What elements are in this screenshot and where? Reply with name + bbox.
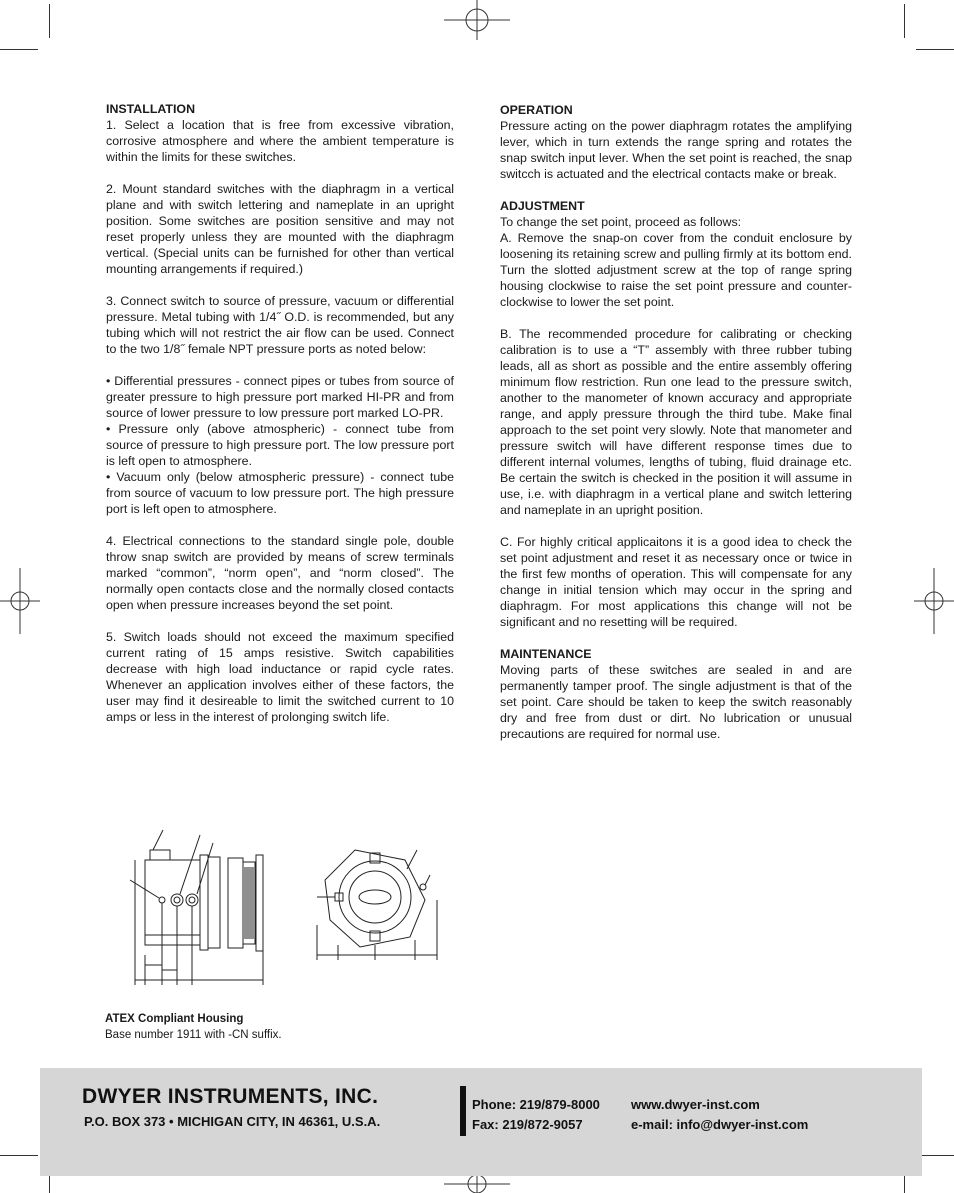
installation-section xyxy=(106,101,454,725)
company-address: P.O. BOX 373 • MICHIGAN CITY, IN 46361, U.S.A. xyxy=(84,1114,381,1129)
installation-step-1: 1. Select a location that is free from excessive vibration, corrosive atmosphere and where the ambient temperature is within the limits for these switches. xyxy=(106,118,454,164)
bullet-vacuum-only: • Vacuum only (below atmospheric pressure) - connect tube from source of vacuum to low pressure port. The high pressure port is left open to atmosphere. xyxy=(106,470,454,516)
caption-text: Base number 1911 with -CN suffix. xyxy=(105,1029,282,1041)
fax-number: Fax: 219/872-9057 xyxy=(472,1117,583,1132)
housing-drawing xyxy=(125,825,455,995)
installation-step-3: 3. Connect switch to source of pressure, vacuum or differential pressure. Metal tubing with 1/4˝ O.D. is recommended, but any tubing which will not restrict the air flow can be used. Connect to the two 1/8˝ female NPT pressure ports as noted below: xyxy=(106,294,454,356)
contact-web xyxy=(631,1095,808,1135)
adjustment-intro: To change the set point, proceed as follows: xyxy=(500,215,742,229)
adjustment-step-b: B. The recommended procedure for calibrating or checking calibration is to use a “T” assembly with three rubber tubing leads, all as short as possible and the entire assembly offering minimum flow restriction. Run one lead to the pressure switch, another to the manometer of known accuracy and appropriate range, and apply pressure through the third tube. Make final approach to the set point very slowly. Note that manometer and pressure switch will have different response times due to different internal volumes, lengths of tubing, fluid drainage etc. Be certain the switch is checked in the position it will assume in use, i.e. with diaphragm in a vertical plane and switch lettering and nameplate in an upright position. xyxy=(500,327,852,517)
bullet-pressure-only: • Pressure only (above atmospheric) - connect tube from source of pressure to high pressure port. The low pressure port is left open to atmosphere. xyxy=(106,422,454,468)
installation-step-5: 5. Switch loads should not exceed the maximum specified current rating of 15 amps resistive. Switch capabilities decrease with high load inductance or rapid cycle rates. Whenever an application involves either of these factors, the user may find it desireable to limit the switched current to 10 amps or less in the interest of prolonging switch life. xyxy=(106,630,454,724)
installation-heading: INSTALLATION xyxy=(106,102,196,116)
adjustment-step-c: C. For highly critical applicaitons it is a good idea to check the set point adjustment and reset it as necessary once or twice in the first few months of operation. This will compensate for any change in initial tension which may occur in the spring and diaphragm. For most applications this change will not be significant and no resetting will be required. xyxy=(500,535,852,629)
email-link[interactable]: e-mail: info@dwyer-inst.com xyxy=(631,1117,809,1132)
phone-number: Phone: 219/879-8000 xyxy=(472,1097,600,1112)
company-name: DWYER INSTRUMENTS, INC. xyxy=(82,1085,379,1108)
figure-caption xyxy=(105,1011,282,1043)
installation-step-4: 4. Electrical connections to the standard single pole, double throw snap switch are provided by means of screw terminals marked “common”, “norm open”, and “norm closed”. The normally open contacts close and the normally closed contacts open when pressure increases beyond the set point. xyxy=(106,534,454,612)
maintenance-heading: MAINTENANCE xyxy=(500,647,592,661)
operation-heading: OPERATION xyxy=(500,103,573,117)
maintenance-text: Moving parts of these switches are sealed in and are permanently tamper proof. The single adjustment is that of the set point. Care should be taken to keep the switch reasonably dry and free from dust or dirt. No lubrication or unusual precautions are required for normal use. xyxy=(500,663,852,741)
bullet-differential: • Differential pressures - connect pipes or tubes from source of greater pressure to high pressure port marked HI-PR and from source of lower pressure to low pressure port marked LO-PR. xyxy=(106,374,454,420)
side-view xyxy=(130,830,263,985)
caption-title: ATEX Compliant Housing xyxy=(105,1013,244,1025)
footer-band xyxy=(40,1068,922,1176)
operation-text: Pressure acting on the power diaphragm rotates the amplifying lever, which in turn extends the range spring and rotates the snap switch input lever. When the set point is reached, the snap switcch is actuated and the electrical contacts make or break. xyxy=(500,119,852,181)
installation-step-2: 2. Mount standard switches with the diaphragm in a vertical plane and with switch lettering and nameplate in an upright position. Some switches are position sensitive and may not reset properly unless they are mounted with the diaphragm vertical. (Special units can be furnished for other than vertical mounting arrangements if required.) xyxy=(106,182,454,276)
registration-mark-right xyxy=(914,568,954,634)
adjustment-heading: ADJUSTMENT xyxy=(500,199,585,213)
website-link[interactable]: www.dwyer-inst.com xyxy=(631,1097,760,1112)
adjustment-step-a: A. Remove the snap-on cover from the conduit enclosure by loosening its retaining screw and pulling firmly at its bottom end. Turn the slotted adjustment screw at the top of range spring housing clockwise to raise the set point pressure and counter-clockwise to lower the set point. xyxy=(500,231,852,309)
contact-phone-fax xyxy=(472,1095,600,1135)
footer-divider xyxy=(460,1086,466,1136)
operation-section xyxy=(500,102,852,742)
registration-mark-left xyxy=(0,568,40,634)
registration-mark-top xyxy=(444,0,510,40)
front-view xyxy=(317,850,437,960)
